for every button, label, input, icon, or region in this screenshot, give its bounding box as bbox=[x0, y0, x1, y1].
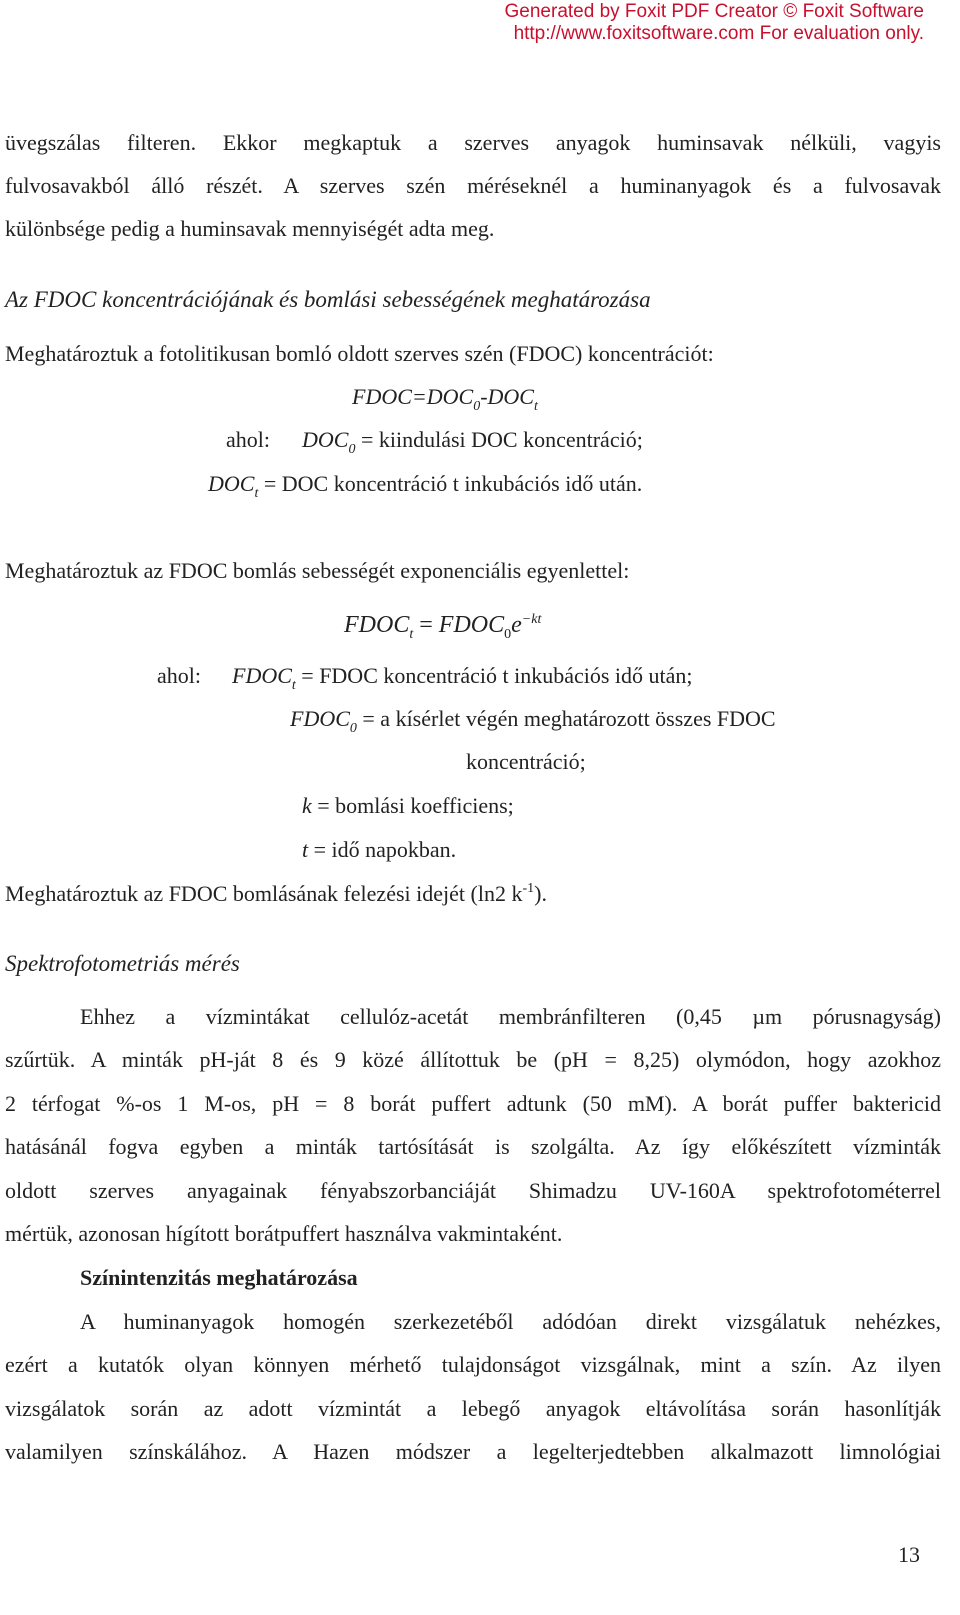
definition-fdoc0-continued: koncentráció; bbox=[466, 749, 586, 774]
section-heading-fdoc: Az FDOC koncentrációjának és bomlási sebességének meghatározása bbox=[5, 287, 651, 312]
section-heading-spektro: Spektrofotometriás mérés bbox=[5, 951, 240, 976]
definition-ahol-label: ahol: bbox=[226, 427, 270, 452]
section-heading-szinintenzitas: Színintenzitás meghatározása bbox=[80, 1265, 358, 1290]
fdoc-intro-text: Meghatároztuk a fotolitikusan bomló oldott szerves szén (FDOC) koncentrációt: bbox=[5, 341, 714, 366]
paragraph-3-line-4: valamilyen színskálához. A Hazen módszer a legelterjedtebben alkalmazott limnológiai bbox=[5, 1439, 941, 1464]
paragraph-3-line-3: vizsgálatok során az adott vízmintát a lebegő anyagok eltávolítása során hasonlítják bbox=[5, 1396, 941, 1421]
paragraph-1-line-3: különbsége pedig a huminsavak mennyiségét adta meg. bbox=[5, 216, 495, 241]
halflife-text: Meghatároztuk az FDOC bomlásának felezési idejét (ln2 $k^{-1}$). bbox=[5, 881, 547, 906]
definition-doc0: $DOC_0$ = kiindulási DOC koncentráció; bbox=[302, 427, 643, 457]
paragraph-2-line-6: mértük, azonosan hígított borátpuffert használva vakmintaként. bbox=[5, 1221, 563, 1246]
watermark-line-1: Generated by Foxit PDF Creator © Foxit Software bbox=[504, 1, 924, 22]
definition-t: t = idő napokban. bbox=[302, 837, 457, 862]
definition-fdoc0: $FDOC_0 = a$ kísérlet végén meghatározott összes FDOC bbox=[290, 706, 776, 736]
definition-2-ahol-label: ahol: bbox=[157, 663, 201, 688]
paragraph-2-line-5: oldott szerves anyagainak fényabszorbanciáját Shimadzu UV-160A spektrofotométerrel bbox=[5, 1178, 941, 1203]
exponential-intro-text: Meghatároztuk az FDOC bomlás sebességét exponenciális egyenlettel: bbox=[5, 558, 630, 583]
definition-k: k = bomlási koefficiens; bbox=[302, 793, 514, 818]
paragraph-1-line-1: üvegszálas filteren. Ekkor megkaptuk a szerves anyagok huminsavak nélküli, vagyis bbox=[5, 130, 941, 155]
paragraph-3-line-2: ezért a kutatók olyan könnyen mérhető tulajdonságot vizsgálnak, mint a szín. Az ilyen bbox=[5, 1352, 941, 1377]
paragraph-2-line-3: 2 térfogat %-os 1 M-os, pH = 8 borát puffert adtunk (50 mM). A borát puffer baktericid bbox=[5, 1091, 941, 1116]
paragraph-2-line-1: Ehhez a vízmintákat cellulóz-acetát membránfilteren (0,45 µm pórusnagyság) bbox=[80, 1004, 941, 1029]
paragraph-1-line-2: fulvosavakból álló részét. A szerves szén méréseknél a huminanyagok és a fulvosavak bbox=[5, 173, 941, 198]
definition-doct: $DOC_t$ = DOC koncentráció t inkubációs idő után. bbox=[208, 471, 643, 501]
paragraph-2-line-4: hatásánál fogva egyben a minták tartósítását is szolgálta. Az így előkészített vízminták bbox=[5, 1134, 941, 1159]
equation-exponential: $FDOC_t$ = $FDOC_0e^{-kt}$ bbox=[344, 612, 542, 642]
paragraph-3-line-1: A huminanyagok homogén szerkezetéből adódóan direkt vizsgálatuk nehézkes, bbox=[80, 1309, 941, 1334]
page-number: 13 bbox=[898, 1542, 920, 1567]
definition-fdoct: $FDOC_t$ = FDOC koncentráció t inkubációs idő után; bbox=[232, 663, 693, 693]
equation-fdoc: $FDOC=DOC_0-DOC_t$ bbox=[352, 384, 538, 414]
paragraph-2-line-2: szűrtük. A minták pH-ját 8 és 9 közé állítottuk be (pH = 8,25) olymódon, hogy azokhoz bbox=[5, 1047, 941, 1072]
watermark-line-2: http://www.foxitsoftware.com For evaluation only. bbox=[513, 23, 924, 44]
